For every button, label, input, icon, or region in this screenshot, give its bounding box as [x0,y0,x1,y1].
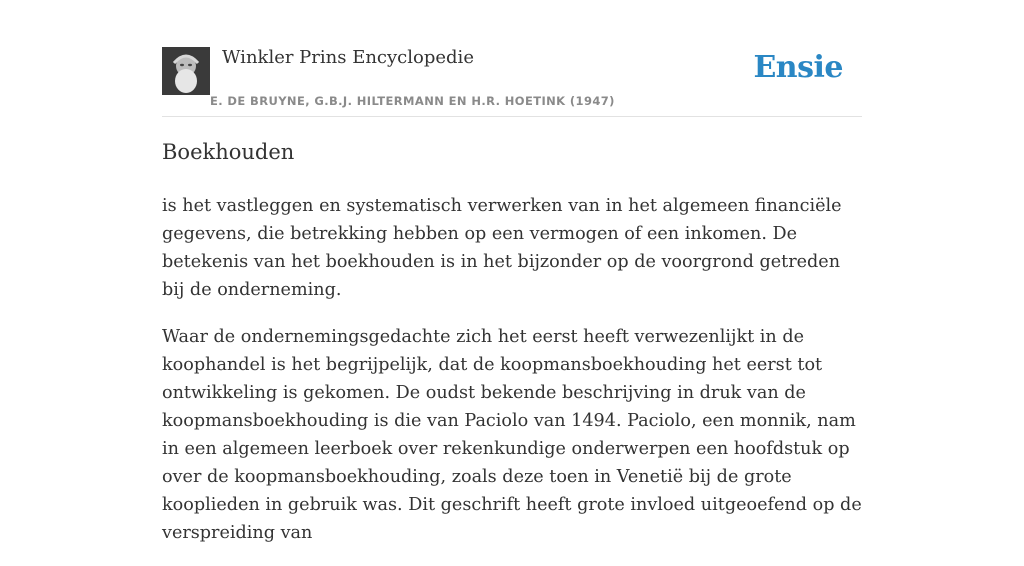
brand-logo[interactable]: Ensie [753,50,843,85]
article-paragraph: is het vastleggen en systematisch verwerken van in het algemeen financiële gegevens, die betrekking hebben op een vermogen of een inkomen. De betekenis van het boekhouden is in het bijzonder op de voorgrond getreden bij de onderneming. [162,196,842,300]
source-header [162,44,862,117]
article-paragraph: Waar de ondernemingsgedachte zich het eerst heeft verwezenlijkt in de koophandel is het begrijpelijk, dat de koopmansboekhouding het eerst tot ontwikkeling is gekomen. De oudst bekende beschrijving in druk van de koopmansboekhouding is die van Paciolo van 1494. Paciolo, een monnik, nam in een algemeen leerboek over rekenkundige onderwerpen een hoofdstuk op over de koopmansboekhouding, zoals deze toen in Venetië bij de grote kooplieden in gebruik was. Dit geschrift heeft grote invloed uitgeoefend op de verspreiding van [162,327,862,543]
article-page [162,0,862,543]
article-title: Boekhouden [162,140,295,164]
source-authors: E. DE BRUYNE, G.B.J. HILTERMANN EN H.R. HOETINK (1947) [210,94,615,108]
article-body [162,192,862,566]
author-avatar [162,47,210,95]
source-title[interactable]: Winkler Prins Encyclopedie [222,47,474,68]
